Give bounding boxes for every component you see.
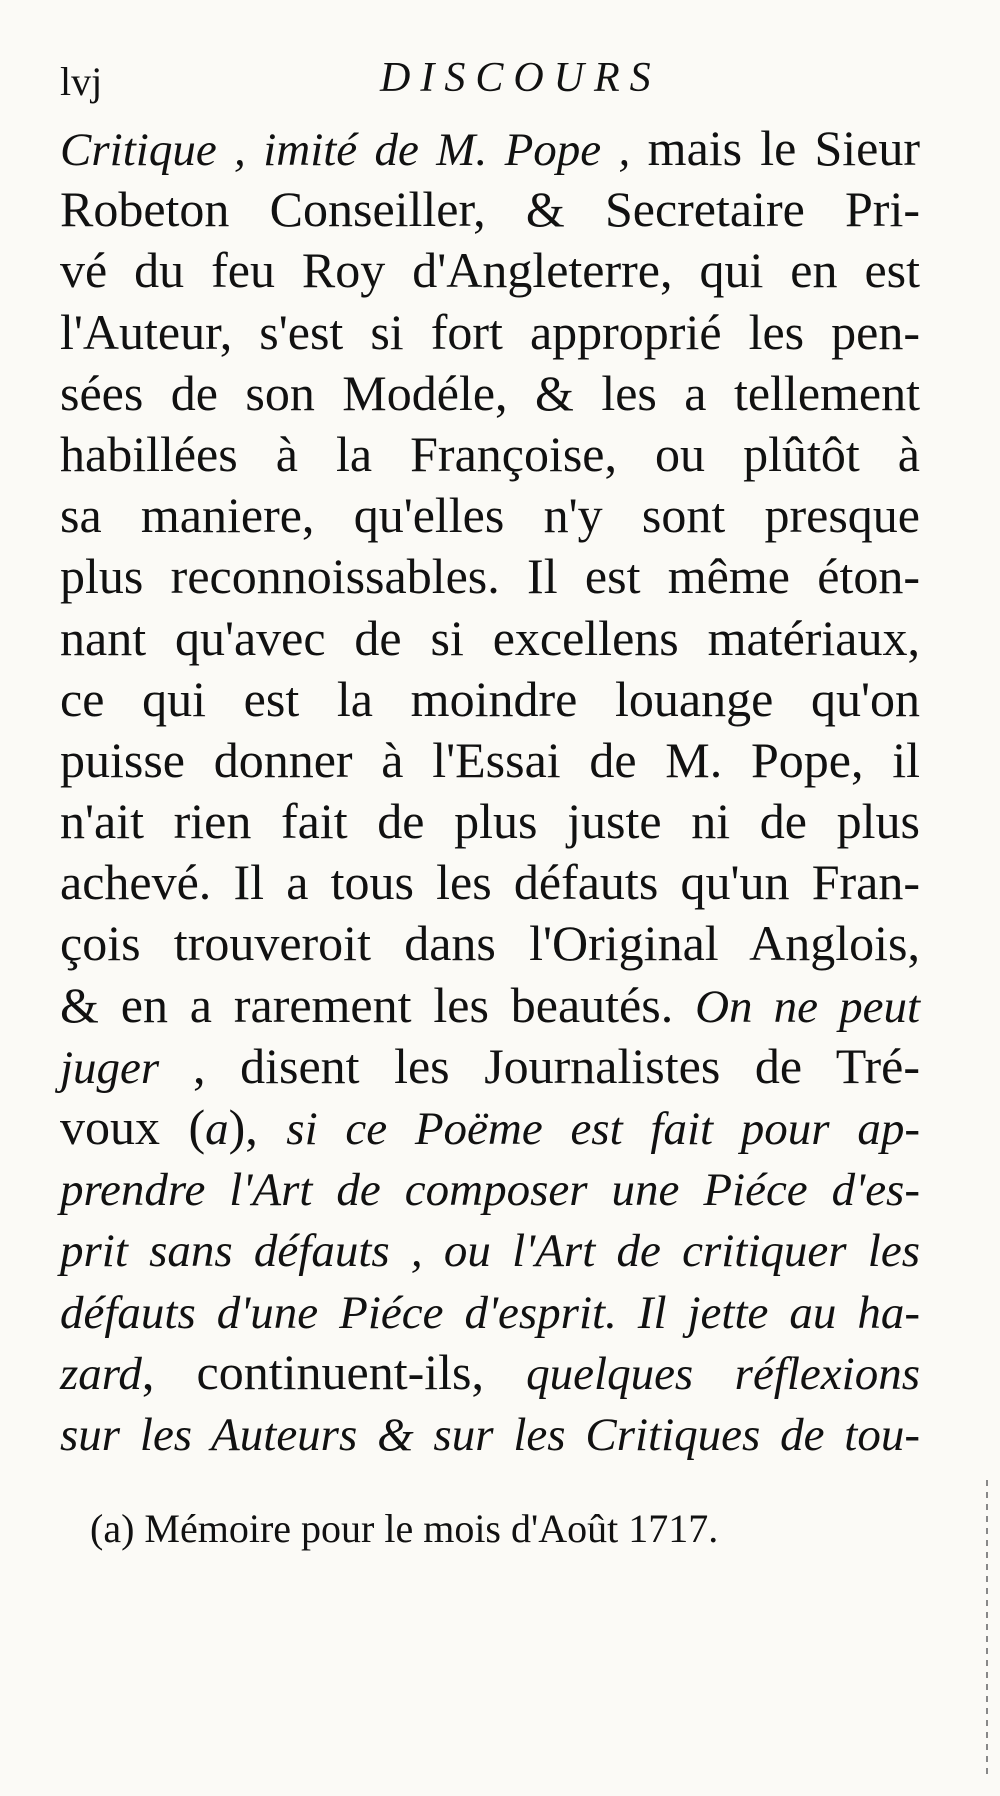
body-text: [60, 118, 920, 1464]
text-line: [60, 118, 920, 179]
roman-text: & en a rarement les beautés.: [60, 976, 696, 1033]
text-line: [60, 1036, 920, 1097]
text-line: [60, 1097, 920, 1158]
text-line: [60, 546, 920, 607]
text-line: [60, 302, 920, 363]
roman-text: habillées à la Françoise, ou plûtôt à: [60, 425, 920, 482]
roman-text: ce qui est la moindre louange qu'on: [60, 670, 920, 727]
text-line: [60, 852, 920, 913]
italic-text: juger: [60, 1041, 194, 1094]
roman-text: voux (: [60, 1099, 206, 1155]
roman-text: , continuent-ils,: [141, 1343, 527, 1400]
italic-text: sur les Auteurs & sur les Critiques de tou-: [60, 1408, 920, 1461]
italic-text: prendre l'Art de composer une Piéce d'es-: [60, 1164, 920, 1217]
text-line: [60, 1403, 920, 1464]
italic-text: On ne peut: [695, 980, 920, 1033]
text-line: [60, 424, 920, 485]
italic-text: zard: [60, 1347, 142, 1400]
italic-text: défauts d'une Piéce d'esprit. Il jette au ha-: [60, 1286, 920, 1339]
roman-text: sa maniere, qu'elles n'y sont presque: [60, 487, 920, 544]
roman-text: plus reconnoissables. Il est même éton-: [60, 548, 920, 605]
text-line: [60, 975, 920, 1036]
text-line: [60, 485, 920, 546]
roman-text: mais le Sieur: [647, 120, 920, 176]
text-line: [60, 1219, 920, 1280]
roman-text: ),: [228, 1099, 287, 1155]
text-line: [60, 179, 920, 240]
italic-text: a: [205, 1103, 229, 1155]
text-line: [60, 913, 920, 974]
footnote: (a) Mémoire pour le mois d'Août 1717.: [90, 1506, 719, 1551]
roman-text: puisse donner à l'Essai de M. Pope, il: [60, 731, 920, 788]
roman-text: sées de son Modéle, & les a tellement: [60, 364, 920, 421]
running-head: DISCOURS: [380, 55, 661, 101]
text-line: [60, 730, 920, 791]
roman-text: Robeton Conseiller, & Secretaire Pri-: [60, 181, 920, 238]
roman-text: , disent les Journalistes de Tré-: [193, 1037, 920, 1094]
roman-text: l'Auteur, s'est si fort approprié les pen-: [60, 303, 920, 360]
text-line: [60, 1281, 920, 1342]
text-line: [60, 363, 920, 424]
text-line: [60, 240, 920, 301]
text-line: [60, 669, 920, 730]
page-header: [60, 50, 920, 110]
text-line: [60, 608, 920, 669]
roman-text: achevé. Il a tous les défauts qu'un Fran-: [60, 854, 920, 911]
text-line: [60, 1158, 920, 1219]
roman-text: n'ait rien fait de plus juste ni de plus: [60, 793, 920, 850]
italic-text: Critique , imité de M. Pope ,: [60, 124, 648, 176]
margin-rule: [986, 1480, 988, 1780]
roman-text: çois trouveroit dans l'Original Anglois,: [60, 915, 920, 972]
roman-text: nant qu'avec de si excellens matériaux,: [60, 609, 920, 666]
roman-text: vé du feu Roy d'Angleterre, qui en est: [60, 242, 920, 299]
italic-text: quelques réflexions: [526, 1347, 920, 1400]
italic-text: si ce Poëme est fait pour ap-: [286, 1103, 920, 1155]
italic-text: prit sans défauts , ou l'Art de critiquer les: [60, 1225, 920, 1278]
text-line: [60, 791, 920, 852]
text-line: [60, 1342, 920, 1403]
page-number: lvj: [60, 59, 103, 104]
